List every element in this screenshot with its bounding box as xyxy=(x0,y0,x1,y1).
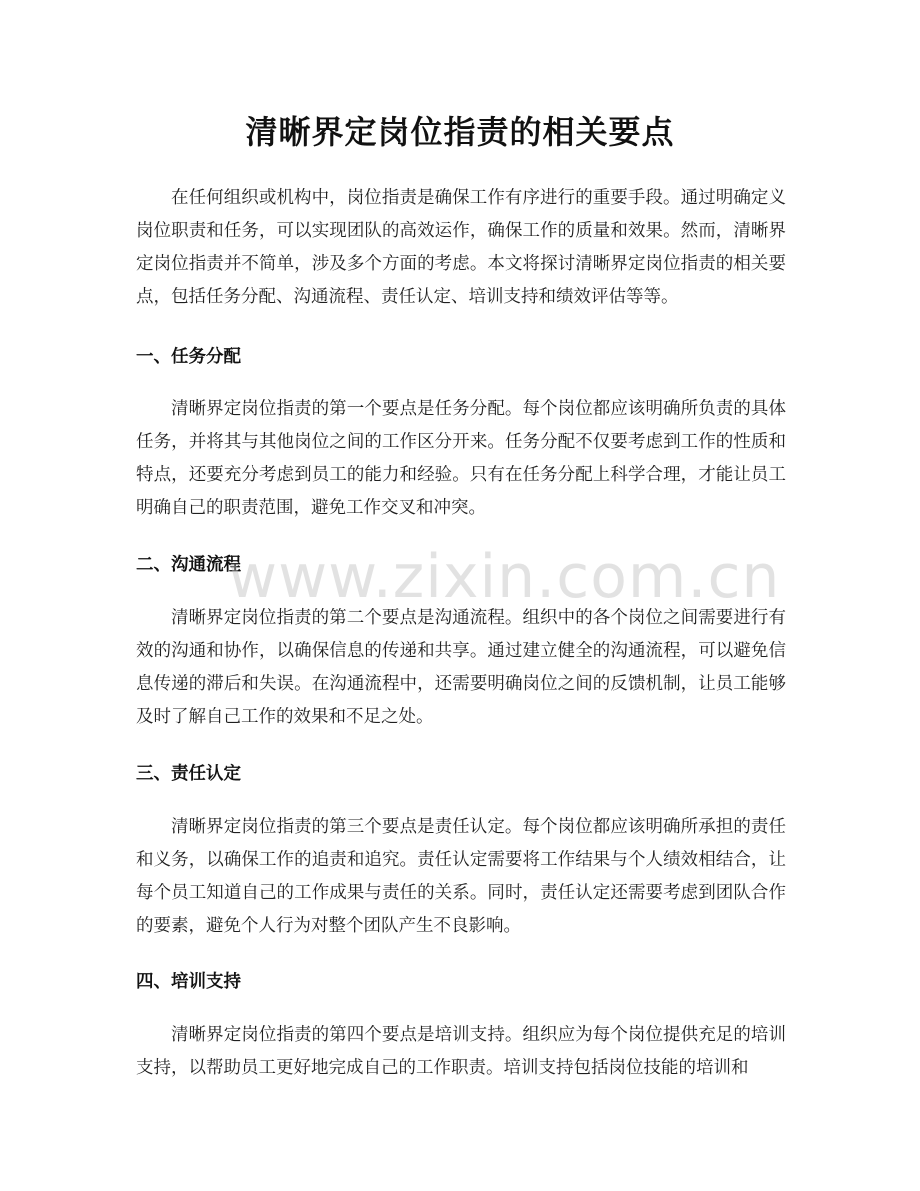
section-heading-responsibility: 三、责任认定 xyxy=(136,764,241,784)
intro-paragraph: 在任何组织或机构中，岗位指责是确保工作有序进行的重要手段。通过明确定义岗位职责和任务，可以实现团队的高效运作，确保工作的质量和效果。然而，清晰界定岗位指责并不简单，涉及多个方面的考虑。本文将探讨清晰界定岗位指责的相关要点，包括任务分配、沟通流程、责任认定、培训支持和绩效评估等等。 xyxy=(136,188,786,307)
watermark: www.zixin.com.cn xyxy=(228,542,781,612)
section-body-training: 清晰界定岗位指责的第四个要点是培训支持。组织应为每个岗位提供充足的培训支持，以帮助员工更好地完成自己的工作职责。培训支持包括岗位技能的培训和 xyxy=(136,1025,786,1078)
document-title: 清晰界定岗位指责的相关要点 xyxy=(245,113,675,151)
section-heading-communication: 二、沟通流程 xyxy=(136,555,241,575)
section-body-communication: 清晰界定岗位指责的第二个要点是沟通流程。组织中的各个岗位之间需要进行有效的沟通和协作，以确保信息的传递和共享。通过建立健全的沟通流程，可以避免信息传递的滞后和失误。在沟通流程中，还需要明确岗位之间的反馈机制，让员工能够及时了解自己工作的效果和不足之处。 xyxy=(136,608,786,727)
section-heading-training: 四、培训支持 xyxy=(136,972,241,992)
section-body-task-allocation: 清晰界定岗位指责的第一个要点是任务分配。每个岗位都应该明确所负责的具体任务，并将其与其他岗位之间的工作区分开来。任务分配不仅要考虑到工作的性质和特点，还要充分考虑到员工的能力和经验。只有在任务分配上科学合理，才能让员工明确自己的职责范围，避免工作交叉和冲突。 xyxy=(136,399,786,518)
section-heading-task-allocation: 一、任务分配 xyxy=(136,347,241,367)
section-body-responsibility: 清晰界定岗位指责的第三个要点是责任认定。每个岗位都应该明确所承担的责任和义务，以确保工作的追责和追究。责任认定需要将工作结果与个人绩效相结合，让每个员工知道自己的工作成果与责任的关系。同时，责任认定还需要考虑到团队合作的要素，避免个人行为对整个团队产生不良影响。 xyxy=(136,817,786,936)
